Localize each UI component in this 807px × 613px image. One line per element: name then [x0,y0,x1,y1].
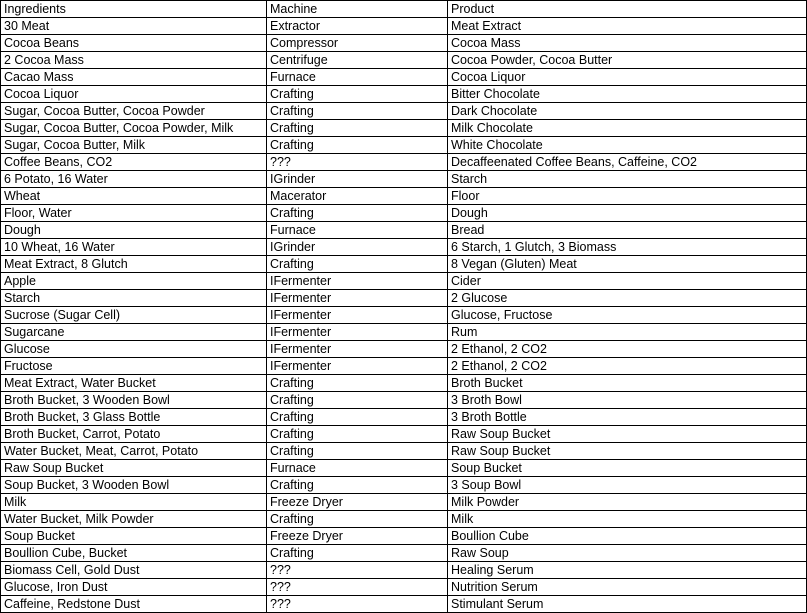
product-cell[interactable]: Cocoa Powder, Cocoa Butter [448,52,807,69]
table-row [1,528,807,545]
ingredients-cell[interactable]: 30 Meat [1,18,267,35]
ingredients-cell[interactable]: Wheat [1,188,267,205]
product-cell[interactable]: Floor [448,188,807,205]
machine-cell[interactable]: Extractor [267,18,448,35]
machine-cell[interactable]: IFermenter [267,273,448,290]
machine-cell[interactable]: Freeze Dryer [267,494,448,511]
table-row [1,120,807,137]
product-cell[interactable]: Cider [448,273,807,290]
ingredients-cell[interactable]: Coffee Beans, CO2 [1,154,267,171]
machine-cell[interactable]: Crafting [267,137,448,154]
ingredients-cell[interactable]: Sucrose (Sugar Cell) [1,307,267,324]
table-row [1,290,807,307]
product-cell[interactable]: 2 Ethanol, 2 CO2 [448,358,807,375]
table-row [1,273,807,290]
table-row [1,375,807,392]
machine-cell[interactable]: Crafting [267,103,448,120]
table-row [1,443,807,460]
product-cell[interactable]: Raw Soup [448,545,807,562]
product-cell[interactable]: Soup Bucket [448,460,807,477]
table-row [1,18,807,35]
ingredients-cell[interactable]: Cocoa Liquor [1,86,267,103]
ingredients-cell[interactable]: Apple [1,273,267,290]
ingredients-cell[interactable]: Floor, Water [1,205,267,222]
ingredients-cell[interactable]: Meat Extract, 8 Glutch [1,256,267,273]
product-cell[interactable]: Dough [448,205,807,222]
machine-cell[interactable]: Macerator [267,188,448,205]
ingredients-cell[interactable]: Broth Bucket, 3 Glass Bottle [1,409,267,426]
table-row [1,52,807,69]
machine-cell[interactable]: IGrinder [267,171,448,188]
machine-cell[interactable]: Crafting [267,409,448,426]
machine-cell[interactable]: ??? [267,562,448,579]
machine-cell[interactable]: ??? [267,154,448,171]
product-cell[interactable]: Nutrition Serum [448,579,807,596]
ingredients-cell[interactable]: Starch [1,290,267,307]
table-row [1,324,807,341]
machine-cell[interactable]: Crafting [267,426,448,443]
machine-cell[interactable]: IFermenter [267,358,448,375]
table-row [1,188,807,205]
product-cell[interactable]: Bread [448,222,807,239]
product-cell[interactable]: 8 Vegan (Gluten) Meat [448,256,807,273]
product-cell[interactable]: Milk [448,511,807,528]
ingredients-cell[interactable]: Water Bucket, Milk Powder [1,511,267,528]
ingredients-cell[interactable]: Cocoa Beans [1,35,267,52]
machine-cell[interactable]: Crafting [267,375,448,392]
ingredients-cell[interactable]: Sugar, Cocoa Butter, Milk [1,137,267,154]
product-cell[interactable]: Boullion Cube [448,528,807,545]
table-row [1,239,807,256]
machine-cell[interactable]: Furnace [267,69,448,86]
product-cell[interactable]: Decaffeenated Coffee Beans, Caffeine, CO2 [448,154,807,171]
machine-cell[interactable]: IFermenter [267,341,448,358]
table-row [1,256,807,273]
table-row [1,171,807,188]
product-cell[interactable]: Raw Soup Bucket [448,443,807,460]
machine-cell[interactable]: IFermenter [267,290,448,307]
product-cell[interactable]: White Chocolate [448,137,807,154]
table-row [1,307,807,324]
table-row [1,358,807,375]
ingredients-cell[interactable]: Boullion Cube, Bucket [1,545,267,562]
table-row [1,205,807,222]
machine-cell[interactable]: Compressor [267,35,448,52]
ingredients-cell[interactable]: 10 Wheat, 16 Water [1,239,267,256]
machine-cell[interactable]: Crafting [267,120,448,137]
table-row [1,154,807,171]
product-cell[interactable]: Dark Chocolate [448,103,807,120]
table-row [1,69,807,86]
table-row [1,137,807,154]
ingredients-cell[interactable]: Raw Soup Bucket [1,460,267,477]
product-cell[interactable]: Cocoa Liquor [448,69,807,86]
table-row [1,426,807,443]
table-row [1,409,807,426]
machine-cell[interactable]: Crafting [267,86,448,103]
product-cell[interactable]: 2 Glucose [448,290,807,307]
product-cell[interactable]: 6 Starch, 1 Glutch, 3 Biomass [448,239,807,256]
machine-cell[interactable]: Crafting [267,443,448,460]
table-row [1,460,807,477]
ingredients-cell[interactable]: Glucose [1,341,267,358]
ingredients-cell[interactable]: Soup Bucket [1,528,267,545]
machine-cell[interactable]: Furnace [267,222,448,239]
machine-cell[interactable]: Furnace [267,460,448,477]
ingredients-cell[interactable]: Glucose, Iron Dust [1,579,267,596]
ingredients-cell[interactable]: Biomass Cell, Gold Dust [1,562,267,579]
ingredients-cell[interactable]: Sugar, Cocoa Butter, Cocoa Powder, Milk [1,120,267,137]
ingredients-cell[interactable]: Meat Extract, Water Bucket [1,375,267,392]
product-cell[interactable]: Bitter Chocolate [448,86,807,103]
machine-cell[interactable]: IFermenter [267,307,448,324]
ingredients-cell[interactable]: Sugar, Cocoa Butter, Cocoa Powder [1,103,267,120]
header-row [1,1,807,18]
machine-cell[interactable]: Crafting [267,256,448,273]
ingredients-cell[interactable]: Water Bucket, Meat, Carrot, Potato [1,443,267,460]
table-row [1,35,807,52]
product-cell[interactable]: Stimulant Serum [448,596,807,613]
machine-cell[interactable]: Crafting [267,511,448,528]
machine-cell[interactable]: IFermenter [267,324,448,341]
machine-cell[interactable]: Crafting [267,205,448,222]
product-cell[interactable]: 3 Broth Bottle [448,409,807,426]
header-ingredients[interactable]: Ingredients [1,1,267,18]
table-row [1,511,807,528]
table-row [1,222,807,239]
ingredients-cell[interactable]: Soup Bucket, 3 Wooden Bowl [1,477,267,494]
product-cell[interactable]: Milk Powder [448,494,807,511]
machine-cell[interactable]: ??? [267,596,448,613]
header-machine[interactable]: Machine [267,1,448,18]
ingredients-cell[interactable]: Broth Bucket, 3 Wooden Bowl [1,392,267,409]
product-cell[interactable]: Starch [448,171,807,188]
product-cell[interactable]: Broth Bucket [448,375,807,392]
ingredients-cell[interactable]: Fructose [1,358,267,375]
ingredients-cell[interactable]: Sugarcane [1,324,267,341]
table-row [1,392,807,409]
product-cell[interactable]: Glucose, Fructose [448,307,807,324]
table-row [1,562,807,579]
machine-cell[interactable]: Centrifuge [267,52,448,69]
table-row [1,477,807,494]
table-row [1,596,807,613]
machine-cell[interactable]: Crafting [267,545,448,562]
product-cell[interactable]: Milk Chocolate [448,120,807,137]
product-cell[interactable]: Rum [448,324,807,341]
ingredients-cell[interactable]: Cacao Mass [1,69,267,86]
product-cell[interactable]: Healing Serum [448,562,807,579]
table-row [1,494,807,511]
ingredients-cell[interactable]: 2 Cocoa Mass [1,52,267,69]
machine-cell[interactable]: IGrinder [267,239,448,256]
table-row [1,86,807,103]
ingredients-cell[interactable]: Broth Bucket, Carrot, Potato [1,426,267,443]
product-cell[interactable]: 3 Broth Bowl [448,392,807,409]
ingredients-cell[interactable]: 6 Potato, 16 Water [1,171,267,188]
machine-cell[interactable]: Crafting [267,392,448,409]
header-product[interactable]: Product [448,1,807,18]
table-row [1,545,807,562]
ingredients-cell[interactable]: Milk [1,494,267,511]
ingredients-cell[interactable]: Caffeine, Redstone Dust [1,596,267,613]
machine-cell[interactable]: Freeze Dryer [267,528,448,545]
product-cell[interactable]: Meat Extract [448,18,807,35]
ingredients-cell[interactable]: Dough [1,222,267,239]
machine-cell[interactable]: ??? [267,579,448,596]
product-cell[interactable]: 2 Ethanol, 2 CO2 [448,341,807,358]
product-cell[interactable]: Cocoa Mass [448,35,807,52]
table-row [1,579,807,596]
machine-cell[interactable]: Crafting [267,477,448,494]
product-cell[interactable]: Raw Soup Bucket [448,426,807,443]
product-cell[interactable]: 3 Soup Bowl [448,477,807,494]
table-row [1,341,807,358]
table-row [1,103,807,120]
